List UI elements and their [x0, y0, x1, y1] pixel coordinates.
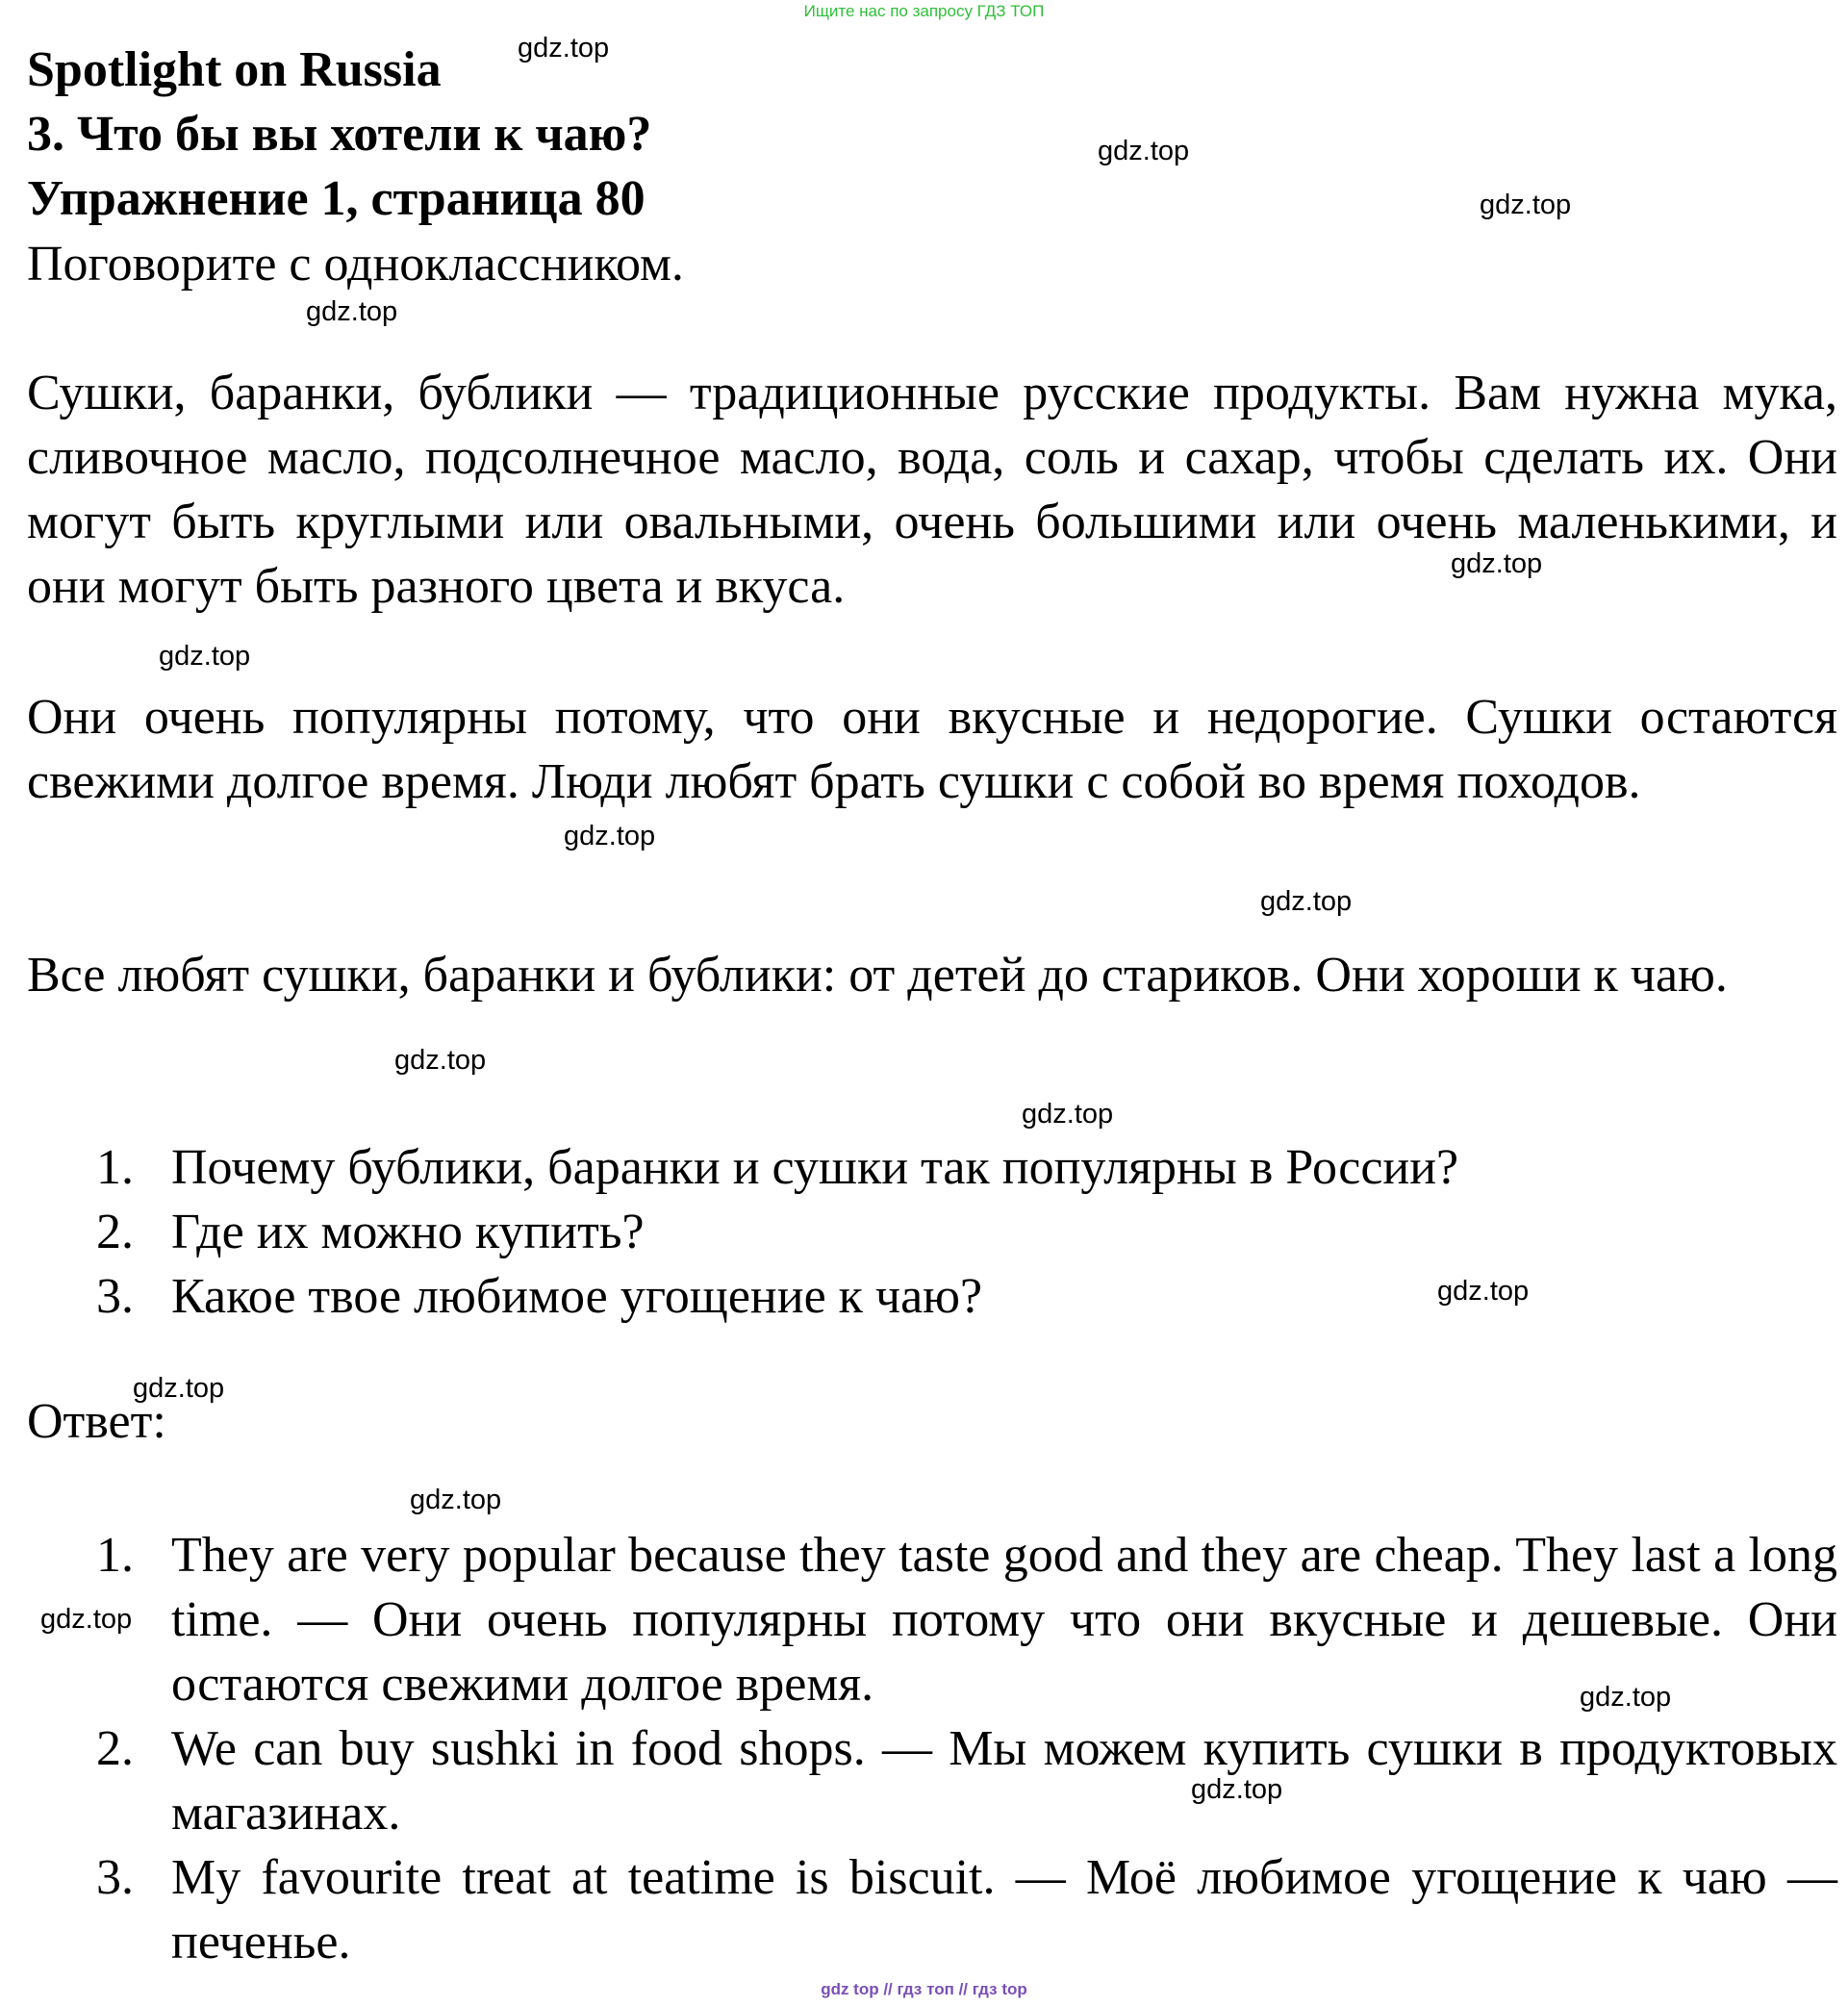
watermark: gdz.top	[1022, 1099, 1114, 1130]
watermark: gdz.top	[1098, 136, 1190, 166]
watermark: gdz.top	[133, 1373, 225, 1404]
answer-number: 3.	[96, 1850, 134, 1905]
task-instruction: Поговорите с одноклассником.	[27, 237, 684, 292]
answer-item	[96, 1716, 1837, 1845]
question-text: Почему бублики, баранки и сушки так популярны в России?	[171, 1140, 1459, 1195]
exercise-title: Упражнение 1, страница 80	[27, 171, 646, 226]
watermark: gdz.top	[1580, 1682, 1672, 1713]
watermark: gdz.top	[564, 821, 656, 851]
book-title: Spotlight on Russia	[27, 42, 442, 97]
question-text: Какое твое любимое угощение к чаю?	[171, 1269, 983, 1324]
watermark: gdz.top	[410, 1485, 502, 1515]
answer-text: We can buy sushki in food shops. — Мы можем купить сушки в продуктовых магазинах.	[171, 1721, 1837, 1841]
watermark: gdz.top	[1437, 1276, 1530, 1307]
answer-item	[96, 1523, 1837, 1716]
answer-text: They are very popular because they taste good and they are cheap. They last a long time. — Они очень популярны потому что они вкусные и дешевые. Они остаются свежими долгое время.	[171, 1528, 1837, 1712]
question-number: 3.	[96, 1269, 134, 1324]
watermark: gdz.top	[1480, 190, 1572, 220]
bottom-banner: gdz top // гдз топ // гдз top	[821, 1980, 1027, 1998]
answer-number: 1.	[96, 1528, 134, 1583]
watermark: gdz.top	[518, 33, 610, 64]
question-item	[96, 1264, 1837, 1329]
watermark: gdz.top	[1191, 1774, 1283, 1805]
question-number: 1.	[96, 1140, 134, 1195]
answer-label: Ответ:	[27, 1394, 166, 1449]
watermark: gdz.top	[40, 1604, 133, 1635]
watermark: gdz.top	[1260, 886, 1353, 917]
paragraph-2: Они очень популярны потому, что они вкусные и недорогие. Сушки остаются свежими долгое время. Люди любят брать сушки с собой во время походов.	[27, 690, 1837, 809]
answer-text: My favourite treat at teatime is biscuit. — Моё любимое угощение к чаю — печенье.	[171, 1850, 1837, 1969]
question-item	[96, 1135, 1837, 1200]
question-text: Где их можно купить?	[171, 1205, 645, 1259]
paragraph-3: Все любят сушки, баранки и бублики: от детей до стариков. Они хороши к чаю.	[27, 948, 1728, 1003]
question-number: 2.	[96, 1205, 134, 1259]
watermark: gdz.top	[306, 296, 398, 327]
watermark: gdz.top	[394, 1045, 487, 1076]
watermark: gdz.top	[1451, 548, 1543, 579]
top-banner: Ищите нас по запросу ГДЗ ТОП	[803, 2, 1045, 20]
watermark: gdz.top	[159, 641, 251, 672]
question-item	[96, 1200, 1837, 1264]
answers-list	[96, 1523, 1837, 1974]
answer-number: 2.	[96, 1721, 134, 1776]
answer-item	[96, 1845, 1837, 1974]
lesson-title: 3. Что бы вы хотели к чаю?	[27, 107, 652, 162]
paragraph-1: Сушки, баранки, бублики — традиционные русские продукты. Вам нужна мука, сливочное масло, подсолнечное масло, вода, соль и сахар, чтобы сделать их. Они могут быть круглыми или овальными, очень большими или очень маленькими, и они могут быть разного цвета и вкуса.	[27, 366, 1837, 614]
questions-list	[96, 1135, 1837, 1329]
